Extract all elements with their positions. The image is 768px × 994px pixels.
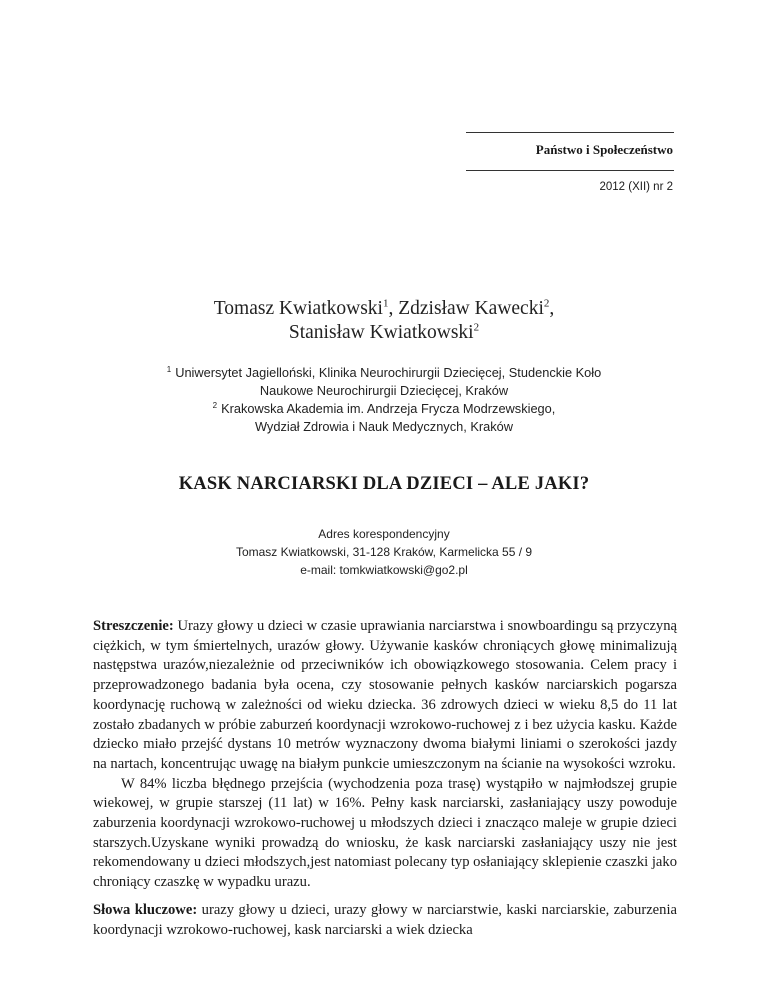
author-list: [0, 297, 768, 345]
correspondence-label: Adres korespondencyjny: [318, 527, 450, 541]
author-name: Stanisław Kwiatkowski: [288, 322, 474, 343]
correspondence-email: e-mail: tomkwiatkowski@go2.pl: [300, 563, 468, 577]
abstract-label: Streszczenie:: [93, 618, 174, 634]
abstract-paragraph-1: Streszczenie: Urazy głowy u dzieci w czasie uprawiania narciarstwa i snowboardingu są przyczyną ciężkich, w tym śmiertelnych, urazów głowy. Używanie kasków chroniących głowę minimalizują następstwa urazów,niezależnie od przeciwników ich obowiązkowego stosowania. Celem pracy i przeprowadzonego badania była ocena, czy stosowanie pełnych kasków narciarskich pogarsza koordynację ruchową w zależności od wieku dziecka. 36 zdrowych dzieci w wieku 8,5 do 11 lat zostało zbadanych w próbie zaburzeń koordynacji wzrokowo-ruchowej z i bez użycia kasku. Każde dziecko miało przejść dystans 10 metrów wyznaczony dwoma białymi liniami o szerokości jazdy na nartach, koncentrując uwagę na białym punkcie umieszczonym na ścianie na wysokości wzroku.: [93, 618, 677, 772]
affiliations: [0, 364, 768, 436]
author-affil-mark: 2: [543, 297, 550, 310]
author-separator: ,: [388, 298, 399, 319]
affiliation-1-line-1: $^1$ Uniwersytet Jagielloński, Klinika Neurochirurgii Dziecięcej, Studenckie Koło: [166, 364, 602, 380]
header-rule-top: [466, 132, 674, 133]
abstract: [93, 617, 677, 893]
affiliation-mark: 1: [166, 364, 172, 374]
affiliation-2-line-2: Wydział Zdrowia i Nauk Medycznych, Kraków: [254, 419, 514, 434]
author-separator: ,: [549, 298, 555, 319]
affiliation-1-line-2: Naukowe Neurochirurgii Dziecięcej, Kraków: [259, 383, 509, 398]
journal-issue: 2012 (XII) nr 2: [599, 181, 673, 193]
affiliation-mark: 2: [212, 400, 218, 410]
keywords: [93, 901, 677, 940]
keywords-label: Słowa kluczowe:: [93, 902, 198, 918]
author-affil-mark: 1: [382, 297, 389, 310]
correspondence-block: [0, 525, 768, 579]
paper-title: KASK NARCIARSKI DLA DZIECI – ALE JAKI?: [178, 474, 590, 494]
correspondence-address: Tomasz Kwiatkowski, 31-128 Kraków, Karmelicka 55 / 9: [235, 545, 533, 559]
journal-name: Państwo i Społeczeństwo: [535, 142, 673, 157]
author-line-1: [0, 297, 768, 321]
keywords-text: urazy głowy u dzieci, urazy głowy w narciarstwie, kaski narciarskie, zaburzenia koordynacji wzrokowo-ruchowej, kask narciarski a wiek dziecka: [93, 902, 677, 938]
author-name: Tomasz Kwiatkowski: [213, 298, 383, 319]
author-affil-mark: 2: [473, 321, 480, 334]
affiliation-2-line-1: $^2$ Krakowska Akademia im. Andrzeja Frycza Modrzewskiego,: [212, 400, 556, 416]
header-rule-bottom: [466, 170, 674, 171]
abstract-paragraph-2: W 84% liczba błędnego przejścia (wychodzenia poza trasę) wystąpiło w najmłodszej grupie wiekowej, w grupie starszej (11 lat) w 16%. Pełny kask narciarski, zasłaniający uszy powoduje zaburzenia koordynacji wzrokowo-ruchowej u młodszych dzieci i znacząco maleje w grupie dzieci starszych.Uzyskane wyniki prowadzą do wniosku, że kask narciarski zasłaniający uszy nie jest rekomendowany u dzieci młodszych,jest natomiast polecany typ osłaniający sklepienie czaszki jako chroniący czaszkę w wypadku urazu.: [93, 775, 677, 891]
author-name: Zdzisław Kawecki: [398, 298, 544, 319]
author-line-2: [0, 321, 768, 345]
